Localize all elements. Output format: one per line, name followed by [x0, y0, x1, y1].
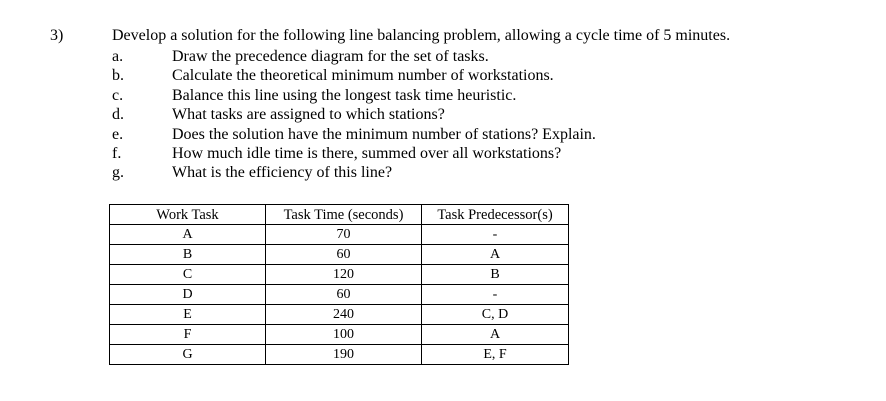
table-row — [110, 265, 569, 285]
sub-question-text: What tasks are assigned to which stations? — [172, 106, 445, 124]
sub-question-letter: d. — [112, 106, 124, 124]
cell-task-time: 190 — [266, 345, 422, 365]
cell-task-time: 60 — [266, 285, 422, 305]
cell-predecessors: - — [422, 285, 569, 305]
cell-task-time: 60 — [266, 245, 422, 265]
cell-task-time: 120 — [266, 265, 422, 285]
header-work-task: Work Task — [110, 205, 266, 225]
sub-question-text: Does the solution have the minimum number of stations? Explain. — [172, 125, 596, 143]
sub-question-letter: g. — [112, 164, 124, 182]
header-task-predecessors: Task Predecessor(s) — [422, 205, 569, 225]
task-table — [109, 204, 569, 365]
question-intro: Develop a solution for the following line balancing problem, allowing a cycle time of 5 minutes. — [112, 27, 731, 44]
sub-question-letter: b. — [112, 67, 124, 85]
sub-question-letter: c. — [112, 86, 124, 104]
header-task-time: Task Time (seconds) — [266, 205, 422, 225]
sub-question-letter: f. — [112, 144, 122, 162]
cell-task-time: 100 — [266, 325, 422, 345]
cell-predecessors: - — [422, 225, 569, 245]
cell-predecessors: B — [422, 265, 569, 285]
cell-work-task: E — [110, 305, 266, 325]
sub-question-text: How much idle time is there, summed over all workstations? — [172, 144, 562, 162]
cell-work-task: C — [110, 265, 266, 285]
cell-work-task: F — [110, 325, 266, 345]
cell-predecessors: A — [422, 325, 569, 345]
cell-task-time: 70 — [266, 225, 422, 245]
table-row — [110, 285, 569, 305]
cell-work-task: D — [110, 285, 266, 305]
sub-question-text: Draw the precedence diagram for the set of tasks. — [172, 48, 489, 65]
table-row — [110, 305, 569, 325]
cell-work-task: G — [110, 345, 266, 365]
table-header-row — [110, 205, 569, 225]
sub-question-text: Balance this line using the longest task time heuristic. — [172, 86, 517, 104]
sub-question-text: What is the efficiency of this line? — [172, 164, 393, 182]
sub-question-letter: e. — [112, 125, 124, 143]
cell-work-task: A — [110, 225, 266, 245]
table-row — [110, 345, 569, 365]
sub-question-text: Calculate the theoretical minimum number of workstations. — [172, 67, 554, 85]
cell-task-time: 240 — [266, 305, 422, 325]
cell-work-task: B — [110, 245, 266, 265]
cell-predecessors: E, F — [422, 345, 569, 365]
sub-question-letter: a. — [112, 48, 124, 65]
cell-predecessors: A — [422, 245, 569, 265]
question-number: 3) — [50, 27, 64, 44]
cell-predecessors: C, D — [422, 305, 569, 325]
table-row — [110, 225, 569, 245]
table-row — [110, 245, 569, 265]
table-row — [110, 325, 569, 345]
